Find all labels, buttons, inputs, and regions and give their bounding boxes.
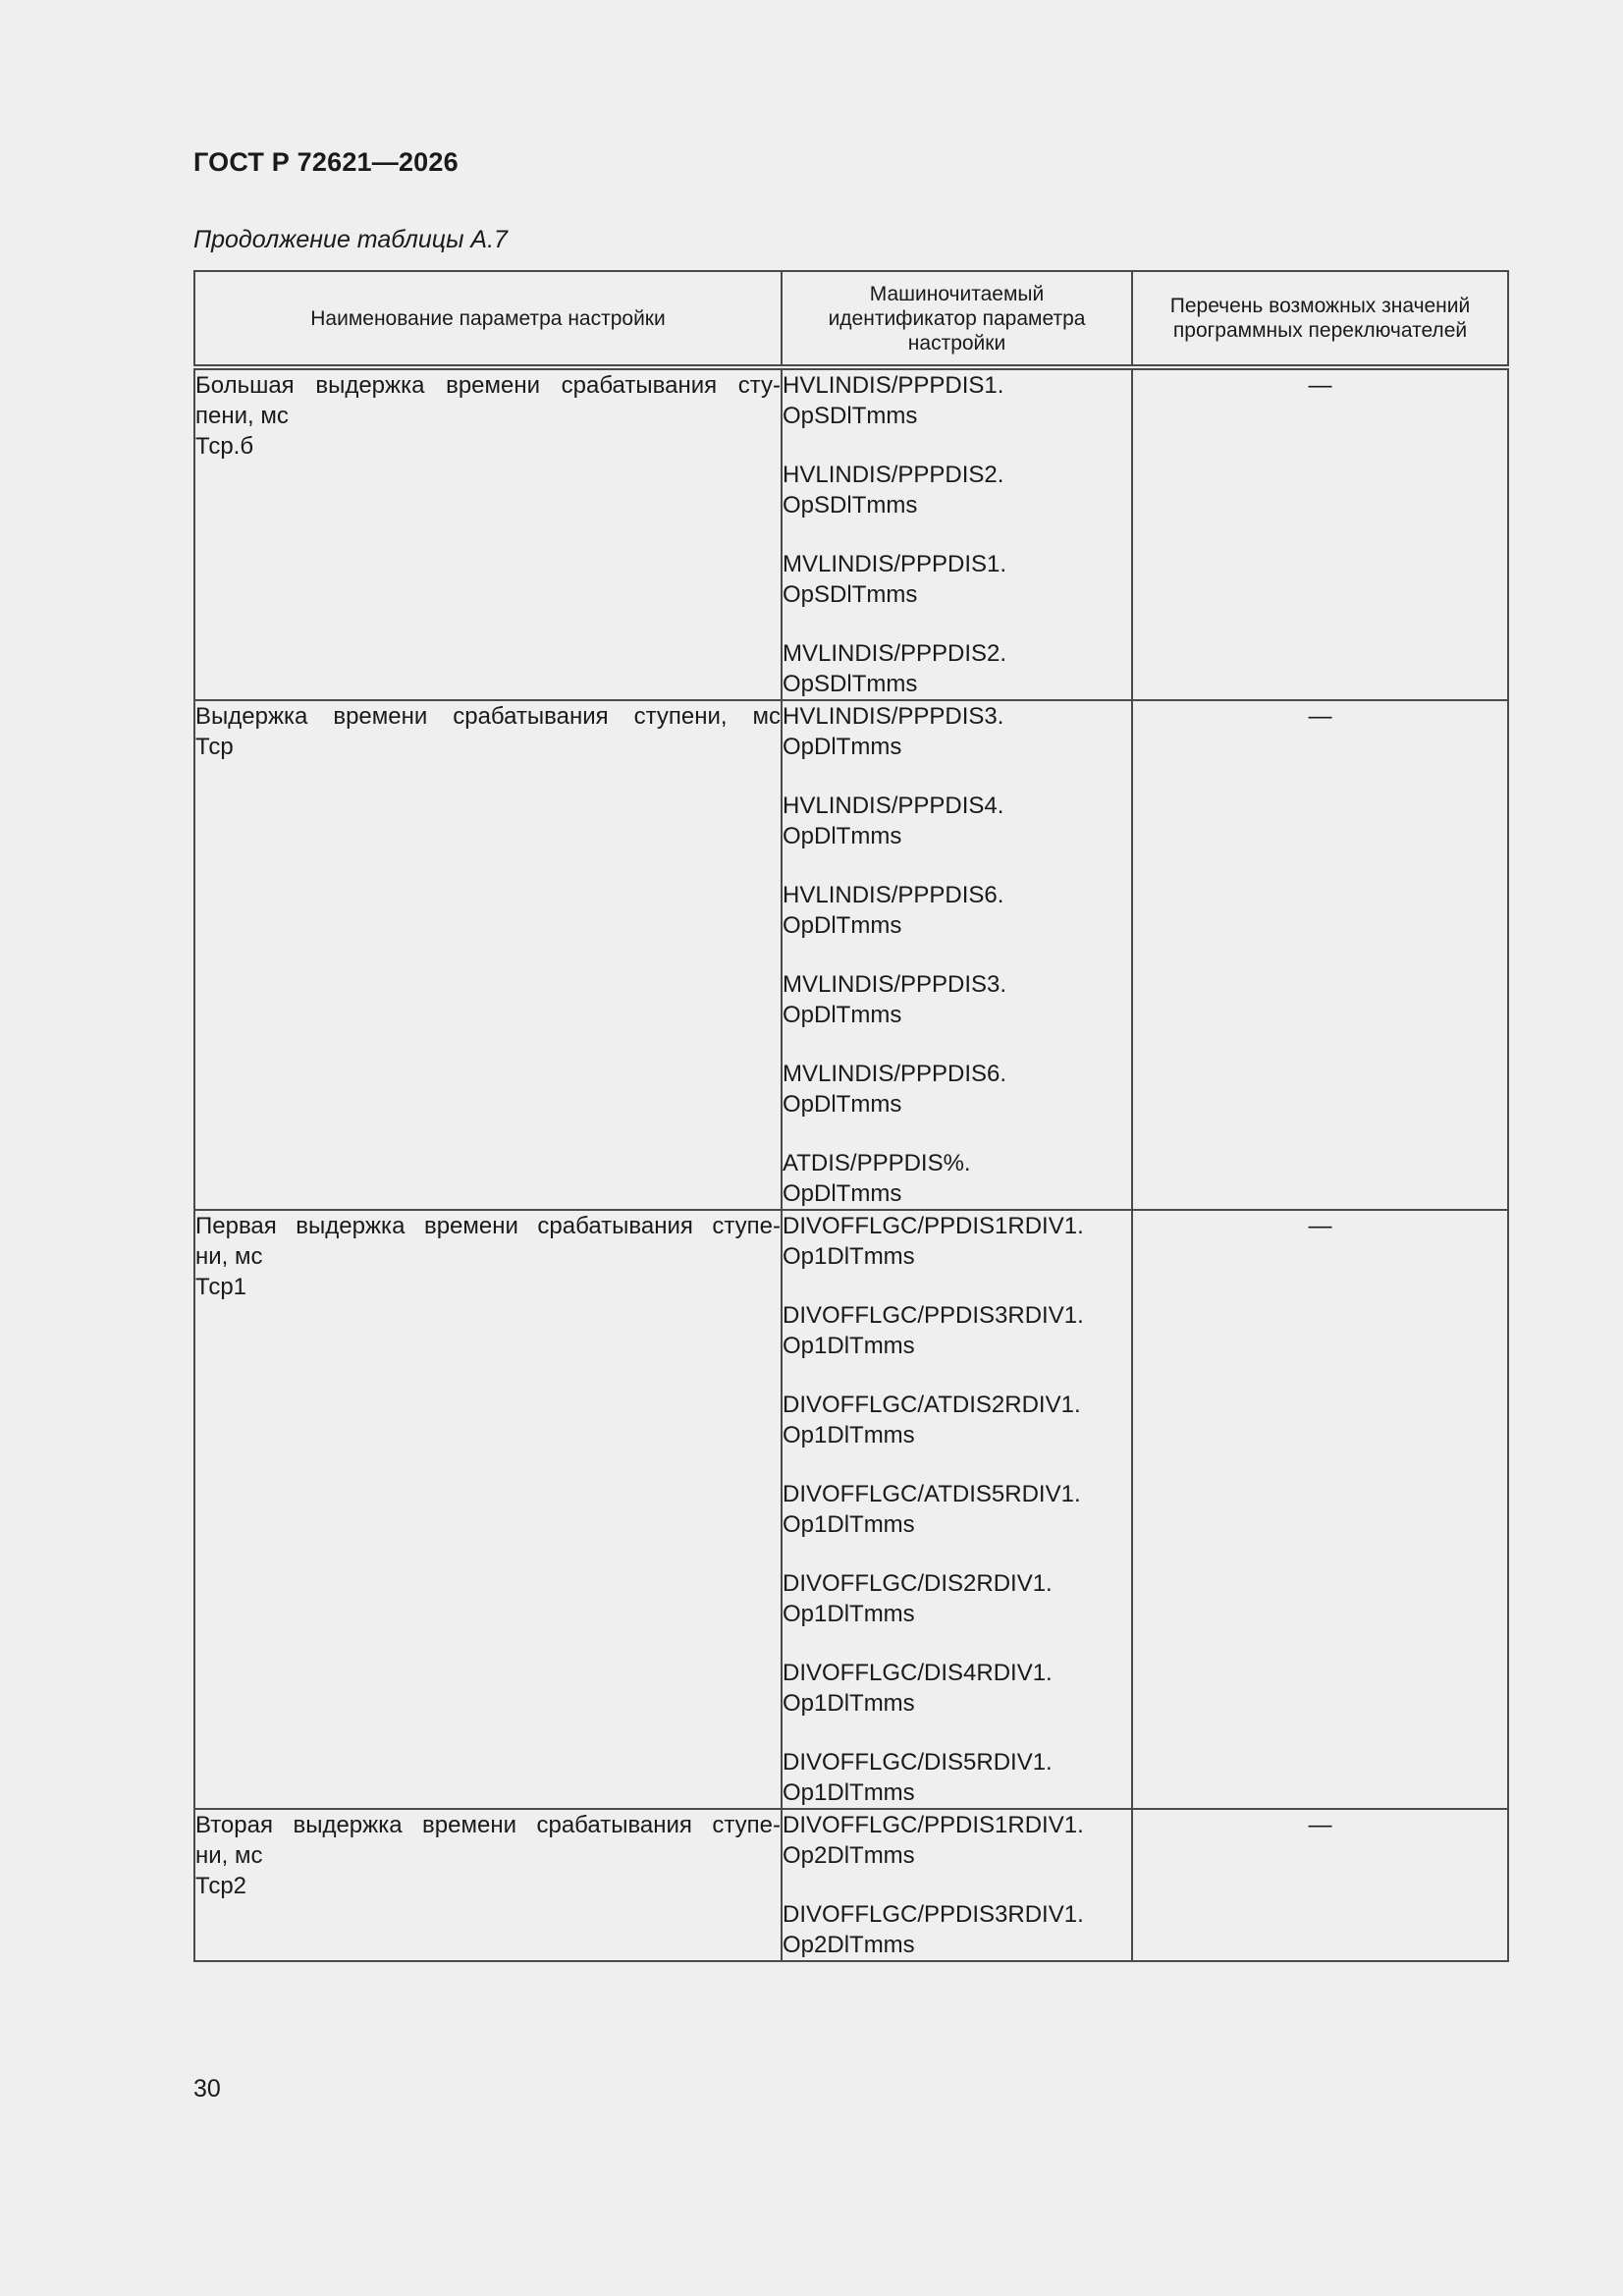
table-row — [194, 700, 1508, 1210]
identifier-part: HVLINDIS/PPPDIS1. — [783, 372, 1004, 399]
machine-identifier — [783, 1390, 1131, 1450]
machine-identifier — [783, 638, 1131, 699]
identifier-part: MVLINDIS/PPPDIS2. — [783, 640, 1007, 667]
identifier-part: DIVOFFLGC/ATDIS2RDIV1. — [783, 1392, 1081, 1418]
identifier-part: Op1DlTmms — [783, 1333, 915, 1359]
identifier-part: HVLINDIS/PPPDIS2. — [783, 462, 1004, 488]
table-header-row — [194, 271, 1508, 367]
identifier-part: OpDlTmms — [783, 1180, 902, 1207]
identifier-part: DIVOFFLGC/PPDIS1RDIV1. — [783, 1812, 1084, 1838]
machine-identifier — [783, 1300, 1131, 1361]
identifier-part: DIVOFFLGC/PPDIS1RDIV1. — [783, 1213, 1084, 1239]
identifier-part: DIVOFFLGC/PPDIS3RDIV1. — [783, 1302, 1084, 1329]
identifier-part: DIVOFFLGC/PPDIS3RDIV1. — [783, 1901, 1084, 1928]
parameter-name-line: Большая выдержка времени срабатывания сту- — [195, 372, 781, 399]
settings-table — [193, 270, 1509, 1962]
identifier-part: OpDlTmms — [783, 823, 902, 849]
parameter-name-line: ни, мс — [195, 1842, 263, 1869]
machine-identifier — [783, 1658, 1131, 1719]
header-switch-values: Перечень возможных значений программных переключателей — [1132, 271, 1508, 367]
machine-identifier — [783, 1148, 1131, 1209]
machine-identifier — [783, 1211, 1131, 1272]
header-machine-identifier: Машиночитаемый идентификатор параметра настройки — [782, 271, 1132, 367]
machine-identifier — [783, 791, 1131, 851]
identifier-part: OpSDlTmms — [783, 492, 918, 519]
identifier-part: DIVOFFLGC/DIS2RDIV1. — [783, 1570, 1053, 1597]
identifier-part: HVLINDIS/PPPDIS3. — [783, 703, 1004, 730]
identifier-part: OpDlTmms — [783, 912, 902, 939]
machine-identifier — [783, 1479, 1131, 1540]
identifier-cell — [782, 1809, 1132, 1961]
identifier-part: Op2DlTmms — [783, 1842, 915, 1869]
switch-values-cell: — — [1132, 700, 1508, 1210]
identifier-part: HVLINDIS/PPPDIS6. — [783, 882, 1004, 908]
parameter-name-line: Вторая выдержка времени срабатывания ступе- — [195, 1812, 781, 1838]
identifier-part: MVLINDIS/PPPDIS3. — [783, 971, 1007, 998]
identifier-part: OpDlTmms — [783, 734, 902, 760]
parameter-name-line: Первая выдержка времени срабатывания ступе- — [195, 1213, 781, 1239]
identifier-part: OpSDlTmms — [783, 581, 918, 608]
identifier-part: HVLINDIS/PPPDIS4. — [783, 793, 1004, 819]
identifier-part: Op1DlTmms — [783, 1422, 915, 1449]
identifier-part: ATDIS/PPPDIS%. — [783, 1150, 971, 1176]
identifier-part: DIVOFFLGC/DIS5RDIV1. — [783, 1749, 1053, 1776]
identifier-part: OpSDlTmms — [783, 671, 918, 697]
page-number: 30 — [193, 2075, 221, 2103]
parameter-name-line: пени, мс — [195, 403, 289, 429]
identifier-part: OpSDlTmms — [783, 403, 918, 429]
table-continuation-caption: Продолжение таблицы А.7 — [193, 226, 508, 253]
machine-identifier — [783, 1810, 1131, 1871]
identifier-part: Op1DlTmms — [783, 1243, 915, 1270]
identifier-cell — [782, 700, 1132, 1210]
identifier-part: OpDlTmms — [783, 1091, 902, 1118]
parameter-name-line: Тср — [195, 734, 234, 760]
table-row — [194, 367, 1508, 700]
machine-identifier — [783, 1059, 1131, 1120]
machine-identifier — [783, 880, 1131, 941]
document-code: ГОСТ Р 72621—2026 — [193, 147, 459, 177]
table-row — [194, 1210, 1508, 1809]
identifier-cell — [782, 367, 1132, 700]
identifier-part: Op2DlTmms — [783, 1932, 915, 1958]
identifier-part: MVLINDIS/PPPDIS6. — [783, 1061, 1007, 1087]
machine-identifier — [783, 969, 1131, 1030]
switch-values-cell: — — [1132, 367, 1508, 700]
identifier-part: DIVOFFLGC/DIS4RDIV1. — [783, 1660, 1053, 1686]
parameter-name-line: Выдержка времени срабатывания ступени, мс — [195, 703, 781, 730]
identifier-part: Op1DlTmms — [783, 1690, 915, 1717]
identifier-part: MVLINDIS/PPPDIS1. — [783, 551, 1007, 577]
machine-identifier — [783, 549, 1131, 610]
table-row — [194, 1809, 1508, 1961]
identifier-part: Op1DlTmms — [783, 1601, 915, 1627]
parameter-name-cell — [194, 367, 782, 700]
switch-values-cell: — — [1132, 1210, 1508, 1809]
machine-identifier — [783, 1568, 1131, 1629]
parameter-name-line: Тср.б — [195, 433, 254, 460]
parameter-name-cell — [194, 1809, 782, 1961]
parameter-name-line: ни, мс — [195, 1243, 263, 1270]
header-parameter-name: Наименование параметра настройки — [194, 271, 782, 367]
machine-identifier — [783, 701, 1131, 762]
parameter-name-cell — [194, 700, 782, 1210]
switch-values-cell: — — [1132, 1809, 1508, 1961]
parameter-name-line: Тср1 — [195, 1274, 247, 1300]
parameter-name-cell — [194, 1210, 782, 1809]
identifier-part: DIVOFFLGC/ATDIS5RDIV1. — [783, 1481, 1081, 1507]
identifier-part: Op1DlTmms — [783, 1511, 915, 1538]
identifier-part: OpDlTmms — [783, 1002, 902, 1028]
machine-identifier — [783, 1747, 1131, 1808]
identifier-cell — [782, 1210, 1132, 1809]
machine-identifier — [783, 370, 1131, 431]
machine-identifier — [783, 1899, 1131, 1960]
identifier-part: Op1DlTmms — [783, 1779, 915, 1806]
machine-identifier — [783, 460, 1131, 520]
parameter-name-line: Тср2 — [195, 1873, 247, 1899]
